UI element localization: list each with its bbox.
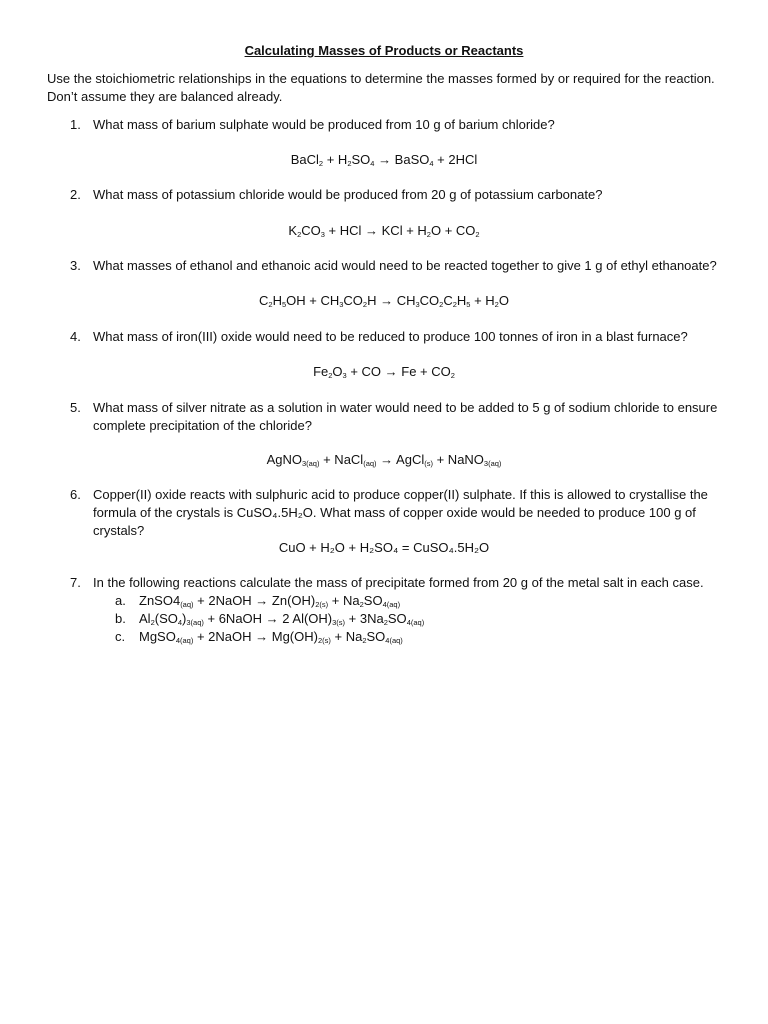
equation-1: BaCl$_2$ + $H_2SO_4$ → BaSO$_4$ + 2HCl xyxy=(290,152,478,168)
question-number: 2. xyxy=(70,187,81,202)
question-text: Copper(II) oxide reacts with sulphuric acid to produce copper(II) sulphate. If this is allowed to crystallise the formula of the crystals is CuSO₄.5H₂O. What mass of copper oxide would be needed to produce 100 g of crystals? xyxy=(93,487,708,538)
question-text: What masses of ethanol and ethanoic acid would need to be reacted together to give 1 g of ethyl ethanoate? xyxy=(93,258,717,273)
equation-2: $K_2CO_3$ + HCl → KCl + $H_2O + CO_2$ xyxy=(288,223,480,239)
equation-6: CuO + H₂O + H₂SO₄ = CuSO₄.5H₂O xyxy=(278,540,490,555)
question-text: What mass of iron(III) oxide would need to be reduced to produce 100 tonnes of iron in a blast furnace? xyxy=(93,329,688,344)
question-number: 5. xyxy=(70,400,81,415)
sub-question-letter: a. xyxy=(115,593,126,608)
sub-question-equation: $Al_2(SO_4)_{3(aq)}$ + 6NaOH → 2 $Al(OH)_{3(s)} + 3Na_2SO_{4(aq)}$ xyxy=(139,611,425,627)
question-text: What mass of silver nitrate as a solution in water would need to be added to 5 g of sodium chloride to ensure complete precipitation of the chloride? xyxy=(93,400,718,433)
question-number: 1. xyxy=(70,117,81,132)
question-text: What mass of potassium chloride would be produced from 20 g of potassium carbonate? xyxy=(93,187,603,202)
question-number: 4. xyxy=(70,329,81,344)
page-title: Calculating Masses of Products or Reactants xyxy=(244,43,524,58)
equation-5: AgNO$_{3(aq)}$ + NaCl$_{(aq)}$ → AgCl$_{(s)}$ + NaNO$_{3(aq)}$ xyxy=(266,452,502,468)
sub-question-letter: c. xyxy=(115,629,126,644)
sub-question-equation: $ZnSO4_{(aq)}$ + 2NaOH → $Zn(OH)_{2(s)} + Na_2SO_{4(aq)}$ xyxy=(139,593,401,609)
equation-4: $Fe_2O_3$ + CO → $Fe + CO_2$ xyxy=(313,364,455,380)
equation-3: $C_2H_5OH + CH_3CO_2H \to CH_3CO_2C_2H_5 + H_2O$ xyxy=(259,293,509,309)
question-number: 3. xyxy=(70,258,81,273)
question-number: 6. xyxy=(70,487,81,502)
question-text: In the following reactions calculate the mass of precipitate formed from 20 g of the metal salt in each case. xyxy=(93,575,704,590)
question-number: 7. xyxy=(70,575,81,590)
question-text: What mass of barium sulphate would be produced from 10 g of barium chloride? xyxy=(93,117,555,132)
intro-text: Use the stoichiometric relationships in the equations to determine the masses formed by or required for the reaction. Don’t assume they are balanced already. xyxy=(47,71,715,104)
sub-question-letter: b. xyxy=(115,611,126,626)
sub-question-equation: MgSO$_{4(aq)}$ + 2NaOH → $Mg(OH)_{2(s)} + Na_2SO_{4(aq)}$ xyxy=(139,629,403,645)
